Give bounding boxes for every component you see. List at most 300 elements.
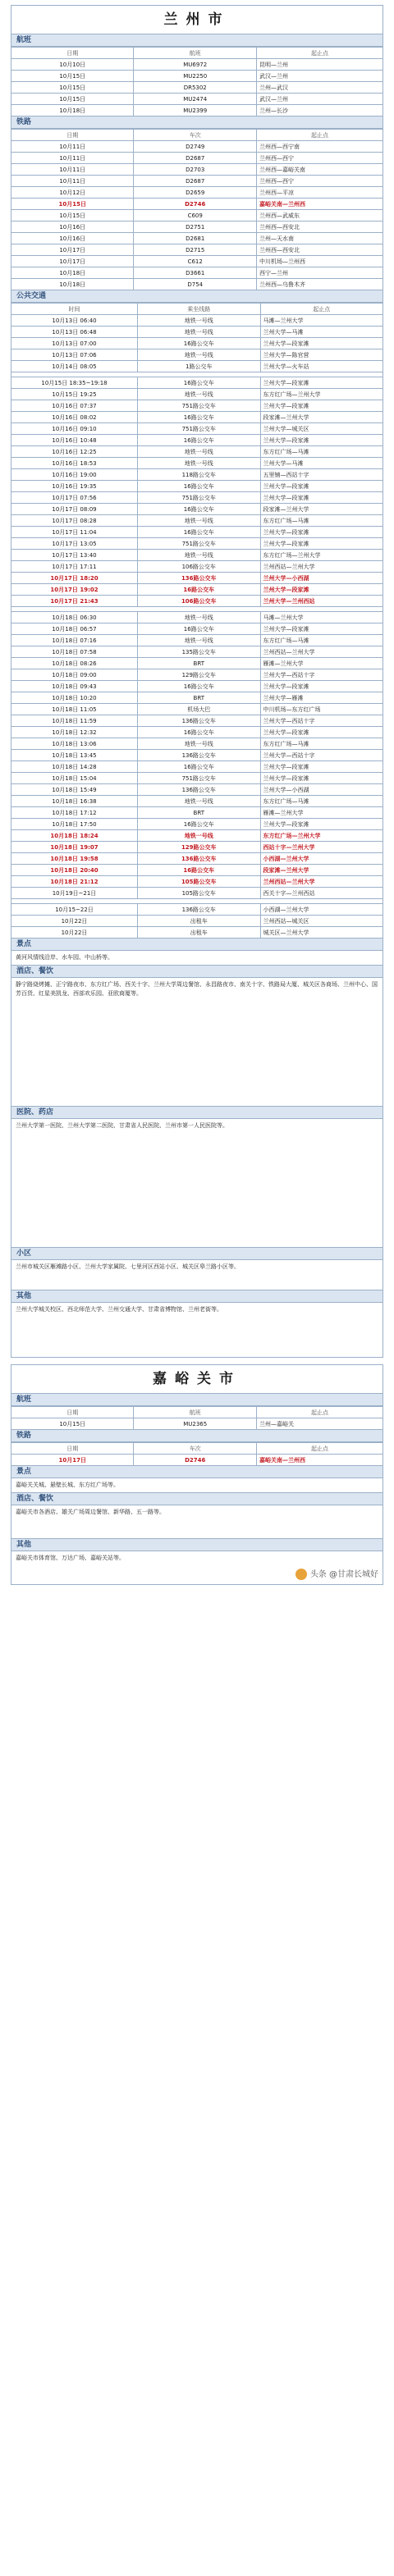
table-cell: 10月11日 [11,164,134,176]
table-cell: 10月17日 [11,256,134,267]
header-cell: 车次 [134,130,256,141]
header-cell: 起止点 [256,1407,383,1418]
table-cell: 16路公交车 [138,338,260,349]
table-cell: 10月10日 [11,59,134,71]
table-cell: D2746 [134,199,256,210]
table-row [11,515,383,527]
table-cell: 105路公交车 [138,888,260,899]
table-row [11,164,383,176]
table-cell: 10月11日 [11,141,134,153]
table-row [11,715,383,727]
table-cell: 兰州大学—段家滩 [260,727,383,738]
table-cell: 兰州大学—段家滩 [260,538,383,550]
table-cell: 10月15~22日 [11,904,138,916]
table-cell: 10月16日 [11,233,134,244]
table-cell: C612 [134,256,256,267]
table-cell: D754 [134,279,256,290]
header-cell: 航班 [134,48,256,59]
table-row [11,435,383,446]
table-row [11,538,383,550]
table-cell: 10月16日 08:02 [11,412,138,423]
table-row [11,199,383,210]
table-cell: 10月18日 19:07 [11,842,138,853]
table-cell: 10月18日 21:12 [11,876,138,888]
section-scenic: 景点 [11,1466,383,1478]
table-row [11,233,383,244]
table-cell: 10月18日 10:20 [11,692,138,704]
table-cell: D2659 [134,187,256,199]
table-cell: 10月18日 07:16 [11,635,138,646]
table-cell: 16路公交车 [138,412,260,423]
table-cell: 昆明—兰州 [256,59,383,71]
table-cell: MU6972 [134,59,256,71]
table-cell: 兰州大学—马滩 [260,458,383,469]
table-cell: 10月22日 [11,927,138,939]
table-cell: 10月22日 [11,916,138,927]
table-cell: 10月15日 19:25 [11,389,138,400]
table-cell: 兰州西—西安北 [256,244,383,256]
table-row [11,527,383,538]
table-cell: 10月17日 17:11 [11,561,138,573]
table-cell: 10月17日 08:28 [11,515,138,527]
table-row [11,761,383,773]
table-cell: D2703 [134,164,256,176]
table-row [11,865,383,876]
table-cell: 10月18日 06:30 [11,612,138,623]
flight-table [11,1406,383,1430]
table-row [11,1418,383,1430]
table-cell: 兰州西—西宁 [256,176,383,187]
section-other: 其他 [11,1539,383,1551]
table-cell: 兰州西—西宁南 [256,141,383,153]
table-cell: 兰州大学—小西湖 [260,784,383,796]
table-row [11,222,383,233]
table-cell: 10月18日 13:45 [11,750,138,761]
table-cell: 16路公交车 [138,584,260,596]
toutiao-logo-icon [296,1569,307,1580]
section-community: 小区 [11,1248,383,1260]
table-row [11,853,383,865]
table-row [11,105,383,116]
table-row [11,612,383,623]
table-row [11,819,383,830]
table-cell: 机场大巴 [138,704,260,715]
table-cell: 东方红广场—兰州大学 [260,830,383,842]
header-cell: 时间 [11,304,138,315]
section-flight: 航班 [11,34,383,47]
table-row [11,596,383,607]
table-row [11,904,383,916]
table-cell: D2687 [134,153,256,164]
section-train: 铁路 [11,116,383,129]
table-cell: 武汉—兰州 [256,94,383,105]
table-cell: 地铁一号线 [138,458,260,469]
table-cell: 10月18日 11:05 [11,704,138,715]
table-row [11,279,383,290]
table-cell: 兰州大学—段家滩 [260,681,383,692]
table-cell: 嘉峪关南—兰州西 [256,1455,383,1466]
table-cell: 129路公交车 [138,842,260,853]
table-row [11,458,383,469]
table-cell: 地铁一号线 [138,830,260,842]
table-cell: 地铁一号线 [138,446,260,458]
section-scenic: 景点 [11,939,383,951]
table-cell: 兰州西—平凉 [256,187,383,199]
table-cell: 10月15日 [11,71,134,82]
table-row [11,244,383,256]
table-cell: 雁滩—兰州大学 [260,807,383,819]
table-cell: D2681 [134,233,256,244]
section-train: 铁路 [11,1430,383,1442]
table-cell: BRT [138,692,260,704]
table-row [11,704,383,715]
bus-table-2 [11,377,383,607]
table-cell: 兰州—长沙 [256,105,383,116]
table-cell: 兰州大学—段家滩 [260,819,383,830]
table-row [11,561,383,573]
table-cell: 兰州西—嘉峪关南 [256,164,383,176]
table-cell: 10月13日 06:48 [11,327,138,338]
table-cell: 136路公交车 [138,715,260,727]
table-cell: 西宁—兰州 [256,267,383,279]
table-cell: 10月14日 08:05 [11,361,138,372]
table-cell: 10月18日 06:57 [11,623,138,635]
table-row [11,153,383,164]
table-row [11,635,383,646]
hotel-text: 嘉峪关市各酒店、雄关广场周边餐馆、新华路、五一路等。 [11,1505,383,1539]
table-cell: 兰州大学—城关区 [260,423,383,435]
table-cell: 16路公交车 [138,435,260,446]
table-cell: 10月17日 08:09 [11,504,138,515]
table-cell: 10月18日 09:43 [11,681,138,692]
hotel-text: 静宁路烧烤摊、正宁路夜市、东方红广场、西关十字、兰州大学周边餐馆、永昌路夜市、南关十字、铁路局大厦、城关区各商场、兰州中心、国芳百货、红星美凯龙、西部欢乐园、亚欧商厦等。 [11,978,383,1107]
table-row [11,784,383,796]
table-cell: 10月15日 [11,82,134,94]
other-text: 兰州大学城关校区、西北师范大学、兰州交通大学、甘肃省博物馆、兰州老街等。 [11,1303,383,1358]
table-row [11,573,383,584]
table-cell: 兰州大学—段家滩 [260,761,383,773]
table-row [11,623,383,635]
table-cell: 中川机场—兰州西 [256,256,383,267]
table-cell: MU2250 [134,71,256,82]
train-table [11,1442,383,1466]
watermark [296,1567,378,1580]
table-cell: 东方红广场—马滩 [260,738,383,750]
table-cell: 小西湖—兰州大学 [260,904,383,916]
table-cell: 16路公交车 [138,527,260,538]
section-hospital: 医院、药店 [11,1107,383,1119]
table-cell: D2751 [134,222,256,233]
table-cell: 东方红广场—马滩 [260,635,383,646]
header-cell: 起止点 [256,1443,383,1455]
table-row [11,888,383,899]
table-cell: 1路公交车 [138,361,260,372]
table-cell: 10月18日 15:49 [11,784,138,796]
table-cell: 10月15日 [11,199,134,210]
table-header-row [11,130,383,141]
table-cell: 10月17日 [11,1455,134,1466]
table-row [11,267,383,279]
header-cell: 起止点 [256,48,383,59]
table-cell: 16路公交车 [138,761,260,773]
table-row [11,446,383,458]
document [11,0,383,1585]
table-cell: 兰州大学—段家滩 [260,492,383,504]
table-cell: 段家滩—兰州大学 [260,504,383,515]
table-cell: 10月18日 18:24 [11,830,138,842]
table-row [11,256,383,267]
table-cell: 10月13日 07:00 [11,338,138,349]
table-cell: 东方红广场—马滩 [260,515,383,527]
train-table [11,129,383,290]
table-row [11,412,383,423]
scenic-text: 黄河风情线沿岸、水车园、中山桥等。 [11,951,383,966]
table-cell: D3661 [134,267,256,279]
table-cell: 地铁一号线 [138,315,260,327]
table-cell: D2746 [134,1455,256,1466]
table-row [11,738,383,750]
table-cell: D2715 [134,244,256,256]
table-cell: 10月18日 09:00 [11,669,138,681]
table-cell: 东方红广场—兰州大学 [260,550,383,561]
table-cell: BRT [138,658,260,669]
table-row [11,504,383,515]
section-bus: 公共交通 [11,290,383,303]
table-row [11,681,383,692]
section-hotel: 酒店、餐饮 [11,1493,383,1505]
header-cell: 起止点 [260,304,383,315]
table-cell: 10月18日 13:06 [11,738,138,750]
header-cell: 车次 [134,1443,256,1455]
table-row [11,71,383,82]
header-cell: 航班 [134,1407,256,1418]
header-cell: 起止点 [256,130,383,141]
table-row [11,773,383,784]
table-cell: 10月17日 [11,244,134,256]
table-cell: 小西湖—兰州大学 [260,853,383,865]
table-cell: MU2474 [134,94,256,105]
table-cell: 16路公交车 [138,481,260,492]
table-cell: 10月11日 [11,153,134,164]
table-cell: 10月15日 [11,94,134,105]
table-cell: 西关十字—兰州西站 [260,888,383,899]
table-row [11,315,383,327]
table-row [11,842,383,853]
table-cell: 兰州西站—兰州大学 [260,561,383,573]
table-cell: 751路公交车 [138,400,260,412]
table-cell: 106路公交车 [138,561,260,573]
table-cell: 136路公交车 [138,853,260,865]
table-cell: 10月17日 13:05 [11,538,138,550]
community-text: 兰州市城关区雁滩路小区、兰州大学家属院、七里河区西站小区、城关区皋兰路小区等。 [11,1260,383,1290]
table-cell: 16路公交车 [138,623,260,635]
table-cell: 751路公交车 [138,423,260,435]
table-row [11,377,383,389]
table-cell: 兰州—武汉 [256,82,383,94]
table-cell: 10月17日 21:43 [11,596,138,607]
table-cell: 地铁一号线 [138,738,260,750]
city-title-lanzhou: 兰州市 [11,5,383,34]
table-row [11,210,383,222]
table-row [11,349,383,361]
flight-table [11,47,383,116]
table-cell: 兰州大学—段家滩 [260,481,383,492]
table-cell: 出租车 [138,916,260,927]
table-cell: 地铁一号线 [138,550,260,561]
table-cell: 兰州大学—小西湖 [260,573,383,584]
table-cell: 16路公交车 [138,377,260,389]
table-cell: 118路公交车 [138,469,260,481]
table-header-row [11,48,383,59]
section-other: 其他 [11,1290,383,1303]
table-row [11,59,383,71]
table-cell: 10月16日 [11,222,134,233]
table-cell: 兰州西—武威东 [256,210,383,222]
table-row [11,727,383,738]
section-hotel: 酒店、餐饮 [11,966,383,978]
table-row [11,423,383,435]
table-cell: 10月18日 11:59 [11,715,138,727]
table-row [11,584,383,596]
table-row [11,916,383,927]
table-cell: D2687 [134,176,256,187]
header-cell: 日期 [11,48,134,59]
table-row [11,807,383,819]
table-cell: 10月18日 14:28 [11,761,138,773]
table-cell: 10月18日 [11,267,134,279]
table-cell: 兰州—天水南 [256,233,383,244]
table-row [11,481,383,492]
table-cell: 段家滩—兰州大学 [260,412,383,423]
table-cell: 106路公交车 [138,596,260,607]
table-cell: 地铁一号线 [138,389,260,400]
table-cell: 10月11日 [11,176,134,187]
table-cell: 10月18日 16:38 [11,796,138,807]
table-cell: BRT [138,807,260,819]
table-cell: 136路公交车 [138,904,260,916]
table-cell: 129路公交车 [138,669,260,681]
table-cell: 兰州大学—马滩 [260,327,383,338]
table-cell: MU2365 [134,1418,256,1430]
table-cell: 东方红广场—马滩 [260,796,383,807]
table-cell: 10月17日 18:20 [11,573,138,584]
table-cell: 兰州大学—雁滩 [260,692,383,704]
table-cell: 中川机场—东方红广场 [260,704,383,715]
table-row [11,94,383,105]
table-cell: 10月12日 [11,187,134,199]
table-cell: 10月18日 17:50 [11,819,138,830]
watermark-text: 头条 @甘肃长城好 [309,1570,378,1579]
table-cell: 10月18日 12:32 [11,727,138,738]
table-cell: 751路公交车 [138,492,260,504]
table-cell: 兰州大学—段家滩 [260,400,383,412]
table-row [11,550,383,561]
table-cell: 兰州大学—火车站 [260,361,383,372]
table-cell: 135路公交车 [138,646,260,658]
table-cell: 兰州大学—西站十字 [260,750,383,761]
table-header-row [11,1443,383,1455]
bus-table-3 [11,611,383,899]
table-cell: 嘉峪关南—兰州西 [256,199,383,210]
table-row [11,669,383,681]
table-cell: 10月16日 19:00 [11,469,138,481]
table-cell: 10月17日 11:04 [11,527,138,538]
table-cell: 兰州大学—段家滩 [260,623,383,635]
table-cell: 兰州大学—段家滩 [260,527,383,538]
table-cell: 10月17日 07:56 [11,492,138,504]
table-cell: 16路公交车 [138,865,260,876]
table-cell: 西站十字—兰州大学 [260,842,383,853]
table-cell: 兰州—嘉峪关 [256,1418,383,1430]
table-cell: 751路公交车 [138,773,260,784]
table-row [11,469,383,481]
table-cell: 10月18日 20:40 [11,865,138,876]
table-cell: 兰州大学—段家滩 [260,338,383,349]
table-cell: 10月19日~21日 [11,888,138,899]
table-cell: 马滩—兰州大学 [260,612,383,623]
table-row [11,361,383,372]
header-cell: 日期 [11,1407,134,1418]
table-cell: 兰州西—西宁 [256,153,383,164]
table-cell: 地铁一号线 [138,327,260,338]
city-title-jiayuguan: 嘉峪关市 [11,1364,383,1394]
scenic-text: 嘉峪关关城、悬壁长城、东方红广场等。 [11,1478,383,1493]
table-cell: 10月18日 19:58 [11,853,138,865]
table-cell: 10月16日 19:35 [11,481,138,492]
table-cell: 五里铺—西站十字 [260,469,383,481]
table-cell: 10月18日 15:04 [11,773,138,784]
table-cell: 105路公交车 [138,876,260,888]
bus-table-1 [11,303,383,372]
table-cell: 兰州西站—兰州大学 [260,646,383,658]
table-cell: 马滩—兰州大学 [260,315,383,327]
table-row [11,750,383,761]
table-row [11,830,383,842]
table-row [11,1455,383,1466]
table-row [11,338,383,349]
table-cell: 10月15日 [11,1418,134,1430]
table-cell: 兰州西—乌鲁木齐 [256,279,383,290]
table-row [11,327,383,338]
table-cell: 兰州西站—城关区 [260,916,383,927]
hospital-text: 兰州大学第一医院、兰州大学第二医院、甘肃省人民医院、兰州市第一人民医院等。 [11,1119,383,1248]
table-cell: D2749 [134,141,256,153]
table-header-row [11,1407,383,1418]
table-cell: 东方红广场—兰州大学 [260,389,383,400]
table-cell: 地铁一号线 [138,515,260,527]
table-cell: 地铁一号线 [138,349,260,361]
table-cell: 10月17日 13:40 [11,550,138,561]
table-cell: 751路公交车 [138,538,260,550]
table-cell: 10月16日 10:48 [11,435,138,446]
table-cell: 兰州大学—段家滩 [260,584,383,596]
table-row [11,658,383,669]
table-cell: 兰州大学—陈官营 [260,349,383,361]
table-row [11,927,383,939]
table-row [11,82,383,94]
table-cell: 10月13日 06:40 [11,315,138,327]
table-cell: 地铁一号线 [138,635,260,646]
table-row [11,692,383,704]
bus-table-4 [11,903,383,939]
table-cell: 兰州大学—西站十字 [260,715,383,727]
table-row [11,176,383,187]
table-row [11,646,383,658]
table-cell: 10月15日 18:35~19:18 [11,377,138,389]
table-cell: 10月13日 07:06 [11,349,138,361]
table-cell: 136路公交车 [138,573,260,584]
table-cell: 兰州西—西安北 [256,222,383,233]
